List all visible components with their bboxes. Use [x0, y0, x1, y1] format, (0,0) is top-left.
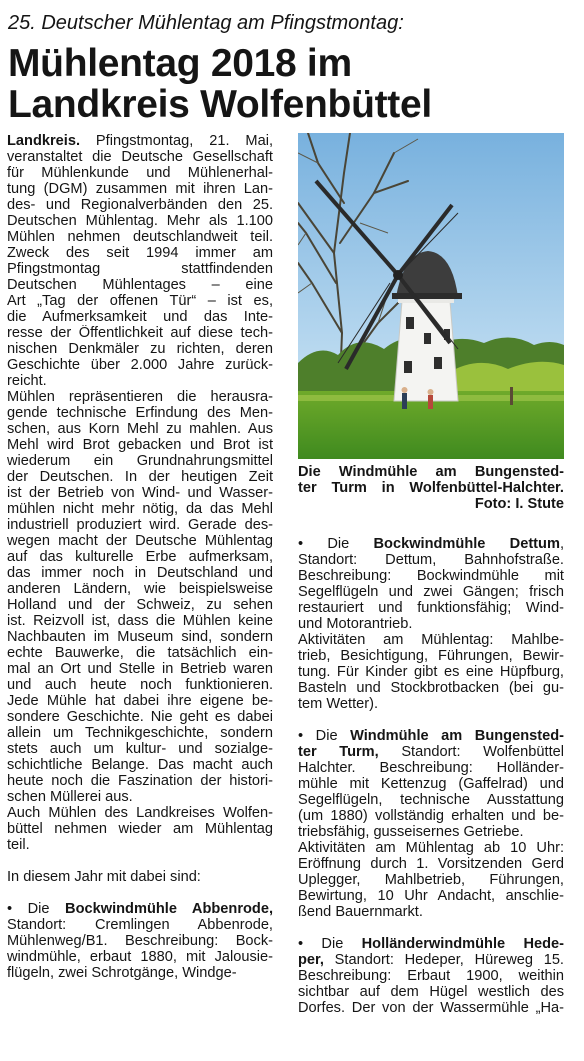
text-line [7, 389, 273, 405]
mill-name: per, [298, 952, 324, 968]
text-line [7, 309, 273, 325]
text-line: trieb, Besichtigung, Führungen, Bewir- [298, 648, 564, 664]
text-line [7, 133, 273, 149]
text-line-content: • Die [7, 901, 66, 917]
text-line-content: Holland und der Schweiz, zu sehen [7, 597, 273, 613]
text-line: Aktivitäten am Mühlentag: Mahlbe- [298, 632, 564, 648]
text-line-content: nischen Denkmäler zu richten, deren [7, 341, 273, 357]
text-line [7, 837, 273, 853]
text-line: restauriert und funktionsfähig; Wind- [298, 600, 564, 616]
text-line-content: schen Müllerei aus. [7, 789, 133, 805]
entry-heading-suffix: Standort: Hedeper, Hüreweg 15. [323, 952, 564, 968]
text-line: triebsfähig, gusseisernes Getriebe. [298, 824, 524, 840]
paragraph-gap [7, 853, 273, 869]
text-line [7, 661, 273, 677]
text-line [7, 437, 273, 453]
text-line: Eröffnung durch 1. Vorsitzenden Gerd [298, 856, 564, 872]
text-line-content: Mühlenweg/B1. Beschreibung: Bock- [7, 933, 273, 949]
entry-heading-suffix: Standort: Wolfenbüttel [378, 744, 564, 760]
text-line: (um 1880) vollständig erhalten und be- [298, 808, 564, 824]
entry-heading-line [298, 536, 564, 552]
caption-line: Die Windmühle am Bungensted- [298, 464, 564, 480]
text-line [7, 277, 273, 293]
text-line-content: windmühle, erbaut 1880, mit Jalousie- [7, 949, 273, 965]
text-line [7, 933, 273, 949]
text-line: tung. Für Kinder gibt es eine Hüpfburg, [298, 664, 564, 680]
text-line-content: Nachbauten im Museum sind, sondern [7, 629, 273, 645]
text-line [7, 293, 273, 309]
text-line-content: Jede Mühle hat dabei ihre eigene be- [7, 693, 273, 709]
text-line [7, 693, 273, 709]
text-line-content: ist. Reizvoll ist, dass die Mühlen keine [7, 613, 273, 629]
text-line [7, 485, 273, 501]
text-line [7, 805, 273, 821]
text-line [7, 629, 273, 645]
headline-line: Landkreis Wolfenbüttel [8, 83, 432, 126]
text-line [7, 949, 273, 965]
text-line [7, 453, 273, 469]
text-line: ßend Bauernmarkt. [298, 904, 423, 920]
entry-bullet: • Die [298, 728, 351, 744]
text-line [7, 677, 273, 693]
entry-heading-suffix: , [559, 536, 564, 552]
text-line: Beschreibung: Erbaut 1900, weithin [298, 968, 564, 984]
entry-heading-line [298, 728, 564, 744]
text-line [7, 325, 273, 341]
headline-line: Mühlentag 2018 im [8, 42, 352, 85]
text-line: Halchter. Beschreibung: Holländer- [298, 760, 564, 776]
text-line-content: mal an Ort und Stelle in Betrieb waren [7, 661, 273, 677]
text-line: Aktivitäten am Mühlentag ab 10 Uhr: [298, 840, 564, 856]
text-line [7, 901, 273, 917]
paragraph-gap [298, 712, 564, 728]
text-line: sichtbar auf dem Hügel westlich des [298, 984, 564, 1000]
article-headline [8, 43, 580, 125]
mill-name: ter Turm, [298, 744, 379, 760]
mill-name: Bockwindmühle Dettum [373, 536, 560, 552]
text-line [7, 405, 273, 421]
text-line-content: Pfingstmontag, 21. Mai, [80, 133, 273, 149]
text-line-content: resse der Öffentlichkeit auf diese tech- [7, 325, 273, 341]
entry-heading-line [298, 936, 564, 952]
text-line-content: schichtliche Belange. Das macht auch [7, 757, 273, 773]
text-line [7, 229, 273, 245]
text-line: Dorfes. Der von der Wassermühle „Ha- [298, 1000, 564, 1016]
text-line [7, 341, 273, 357]
text-line-content: stets auch um kultur- und sozialge- [7, 741, 273, 757]
text-line: Bewirtung, 10 Uhr Andacht, anschlie- [298, 888, 564, 904]
text-line [7, 165, 273, 181]
text-line-content: flügeln, zwei Schrotgänge, Windge- [7, 965, 237, 981]
text-line [7, 597, 273, 613]
windmill-photo-graphic [298, 133, 564, 459]
photo-credit: Foto: I. Stute [474, 496, 564, 512]
paragraph-gap [7, 885, 273, 901]
entry-bullet: • Die [298, 536, 374, 552]
text-line-content: wegen macht der Deutsche Mühlentag [7, 533, 273, 549]
text-line: Uplegger, Mahlbetrieb, Führungen, [298, 872, 564, 888]
text-line-content: schen, aus Korn Mehl zu mahlen. Aus [7, 421, 273, 437]
text-line-content: Mühlen nehmen deutschlandweit teil. [7, 229, 273, 245]
text-line-content: sondere Geschichte. Nie geht es dabei [7, 709, 273, 725]
text-line-content: Zweck des seit 1994 immer am [7, 245, 273, 261]
mill-name: Holländerwindmühle Hede- [361, 936, 564, 952]
text-line [7, 149, 273, 165]
mill-name: Bockwindmühle Abbenrode, [65, 901, 273, 917]
text-line [7, 245, 273, 261]
text-line-content: Art „Tag der offenen Tür“ – ist es, [7, 293, 273, 309]
text-line-content: industriell produziert wird. Gerade des- [7, 517, 273, 533]
text-line: mühle mit Kettenzug (Gaffelrad) und [298, 776, 564, 792]
text-line-content: Mehl wird Brot gebacken und Brot ist [7, 437, 273, 453]
mill-name: Windmühle am Bungensted- [350, 728, 564, 744]
text-line [7, 533, 273, 549]
text-line [7, 213, 273, 229]
text-line: Beschreibung: Bockwindmühle mit [298, 568, 564, 584]
entry-heading-line [298, 952, 564, 968]
text-line: und Motorantrieb. [298, 616, 413, 632]
text-line [7, 757, 273, 773]
text-line [7, 741, 273, 757]
text-line-content: ist der Betrieb von Wind- und Wasser- [7, 485, 273, 501]
text-line [7, 181, 273, 197]
text-line [7, 773, 273, 789]
text-line-content: büttel nehmen wieder am Mühlentag [7, 821, 273, 837]
text-line-content: gende technische Erfindung des Men- [7, 405, 273, 421]
paragraph-gap [298, 920, 564, 936]
text-line: tem Wetter). [298, 696, 379, 712]
text-line-content: allein um Technikgeschichte, sondern [7, 725, 273, 741]
text-line-content: auf das kulturelle Erbe aufmerksam, [7, 549, 273, 565]
photo-caption [298, 464, 564, 512]
text-line-content: die Aufmerksamkeit und das Inte- [7, 309, 273, 325]
article-kicker: 25. Deutscher Mühlentag am Pfingstmontag: [8, 12, 404, 34]
text-line [7, 917, 273, 933]
entry-heading-line [298, 744, 564, 760]
text-line-content: teil. [7, 837, 30, 853]
article-right-column [298, 536, 564, 1016]
text-line: Standort: Dettum, Bahnhofstraße. [298, 552, 564, 568]
text-line [7, 709, 273, 725]
text-line [7, 469, 273, 485]
text-line-content: Geschichte über 2.000 Jahre zurück- [7, 357, 273, 373]
text-line [7, 821, 273, 837]
text-line: Segelflügeln und zwei Gängen; frisch [298, 584, 564, 600]
windmill-photo [298, 133, 564, 459]
text-line [7, 197, 273, 213]
text-line-content: das immer noch in Deutschland und [7, 565, 273, 581]
text-line-content: Deutschen Mühlentag. Mehr als 1.100 [7, 213, 273, 229]
text-line-content: Pfingstmontag stattfindenden [7, 261, 273, 277]
text-line-content: anderen Ländern, wie beispielsweise [7, 581, 273, 597]
text-line-content: mühlen nicht mehr nötig, da das Mehl [7, 501, 273, 517]
text-line-content: Auch Mühlen des Landkreises Wolfen- [7, 805, 273, 821]
text-line [7, 501, 273, 517]
text-line [7, 965, 273, 981]
text-line-content: und auch heute noch funktionieren. [7, 677, 273, 693]
dateline: Landkreis. [7, 133, 80, 149]
text-line-content: für Mühlenkunde und Mühlenerhal- [7, 165, 273, 181]
text-line [7, 373, 273, 389]
text-line-content: echte Bauwerke, die tatsächlich ein- [7, 645, 273, 661]
text-line [7, 517, 273, 533]
text-line [7, 789, 273, 805]
text-line [7, 565, 273, 581]
text-line [7, 357, 273, 373]
text-line-content: Standort: Cremlingen Abbenrode, [7, 917, 273, 933]
text-line [7, 581, 273, 597]
entry-bullet: • Die [298, 936, 362, 952]
text-line [7, 645, 273, 661]
text-line [7, 421, 273, 437]
article-left-column [7, 133, 273, 981]
text-line [7, 725, 273, 741]
text-line-content: Deutschen Mühlentages – eine [7, 277, 273, 293]
text-line [7, 869, 273, 885]
text-line-content: der Deutschen. In der heutigen Zeit [7, 469, 273, 485]
text-line [7, 613, 273, 629]
entry-dettum-body [298, 552, 564, 712]
text-line: Segelflügeln, technische Ausstattung [298, 792, 564, 808]
entry-bungenstedter-body [298, 760, 564, 920]
text-line: Basteln und Stockbrotbacken (bei gu- [298, 680, 564, 696]
text-line-content: veranstaltet die Deutsche Gesellschaft [7, 149, 273, 165]
text-line-content: In diesem Jahr mit dabei sind: [7, 869, 201, 885]
text-line-content: des- und Regionalverbänden den 25. [7, 197, 273, 213]
entry-hedeper-body [298, 968, 564, 1016]
text-line-content: heute noch die Faszination der histori- [7, 773, 273, 789]
text-line [7, 261, 273, 277]
text-line-content: reicht. [7, 373, 47, 389]
text-line-content: tung (DGM) zusammen mit ihren Lan- [7, 181, 273, 197]
text-line-content: Mühlen repräsentieren die herausra- [7, 389, 273, 405]
text-line-content: wiederum ein Grundnahrungsmittel [7, 453, 273, 469]
caption-line: ter Turm in Wolfenbüttel-Halchter. [298, 480, 564, 496]
text-line [7, 549, 273, 565]
